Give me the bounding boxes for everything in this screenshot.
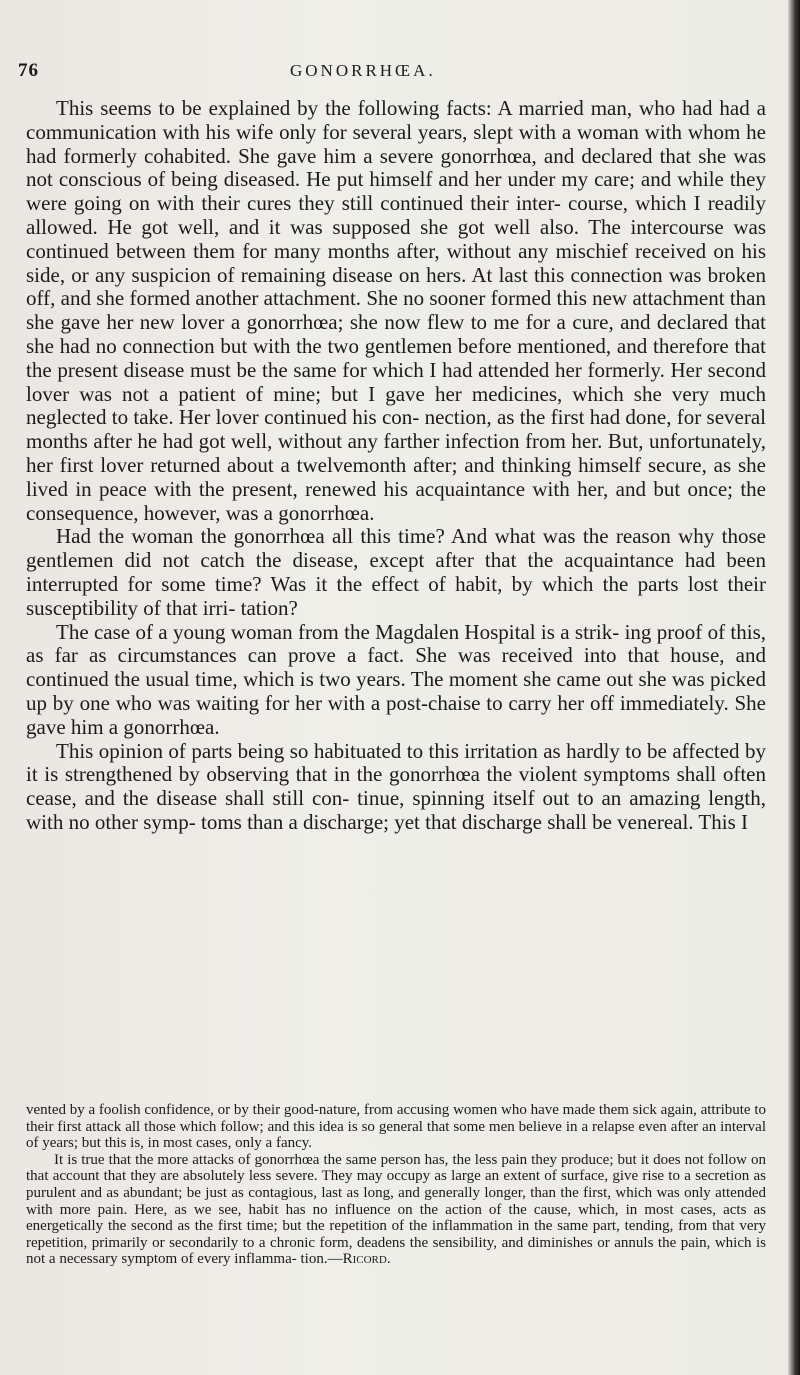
footnote-continuation: vented by a foolish confidence, or by their good-nature, from accusing women who have made them sick again, attribute to their first attack all those which follow; and this idea is so general that some men believe in a relapse even after an interval of years; but this is, in most cases, only a fancy.: [26, 1102, 766, 1152]
body-paragraph: The case of a young woman from the Magdalen Hospital is a strik- ing proof of this, as far as circumstances can prove a fact. She was received into that house, and continued the usual time, which is two years. The moment she came out she was picked up by one who was waiting for her with a post-chaise to carry her off immediately. She gave him a gonorrhœa.: [26, 619, 766, 739]
page-header: [0, 60, 770, 82]
footnotes: [26, 1102, 766, 1268]
page-number: 76: [18, 60, 39, 81]
body-paragraph: This seems to be explained by the following facts: A married man, who had had a communication with his wife only for several years, slept with a woman with whom he had formerly cohabited. She gave him a severe gonorrhœa, and declared that she was not conscious of being diseased. He put himself and her under my care; and while they were going on with their cures they still continued their inter- course, which I readily allowed. He got well, and it was supposed she got well also. The intercourse was continued between them for many months after, without any mischief received on his side, or any suspicion of remaining disease on hers. At last this connection was broken off, and she formed another attachment. She no sooner formed this new attachment than she gave her new lover a gonorrhœa; she now flew to me for a cure, and declared that she had no connection but with the two gentlemen before mentioned, and therefore that the present disease must be the same for which I had attended her formerly. Her second lover was not a patient of mine; but I gave her medicines, which she very much neglected to take. Her lover continued his con- nection, as the first had done, for several months after he had got well, without any farther infection from her. But, unfortunately, her first lover returned about a twelvemonth after; and thinking himself secure, as she lived in peace with the present, renewed his acquaintance with her, and but once; the consequence, however, was a gonorrhœa.: [26, 96, 766, 525]
running-head: GONORRHŒA.: [290, 61, 436, 80]
body-paragraph: Had the woman the gonorrhœa all this time? And what was the reason why those gentlemen did not catch the disease, except after that the acquaintance had been interrupted for some time? Was it the effect of habit, by which the parts lost their susceptibility of that irri- tation?: [26, 524, 766, 620]
page-edge-shadow: [788, 0, 800, 1375]
body-text: [26, 97, 766, 835]
footnote-paragraph: [26, 1152, 766, 1268]
footnote-author: Ricord.: [342, 1251, 391, 1268]
footnote-text: It is true that the more attacks of gonorrhœa the same person has, the less pain they produce; but it does not follow on that account that they are absolutely less severe. They may occupy as large an extent of surface, give rise to a secretion as purulent and as abundant; be just as contagious, last as long, and generally longer, than the first, which was only attended with more pain. Here, as we see, habit has no influence on the action of the cause, which, in most cases, acts as energetically the second as the first time; but the repetition of the inflammation in the same part, tending, from that very repetition, primarily or secondarily to a chronic form, deadens the sensibility, and diminishes or annuls the pain, which is not a necessary symptom of every inflamma- tion.—: [26, 1151, 766, 1268]
body-paragraph: This opinion of parts being so habituated to this irritation as hardly to be affected by it is strengthened by observing that in the gonorrhœa the violent symptoms shall often cease, and the disease shall still con- tinue, spinning itself out to an amazing length, with no other symp- toms than a discharge; yet that discharge shall be venereal. This I: [26, 738, 766, 834]
